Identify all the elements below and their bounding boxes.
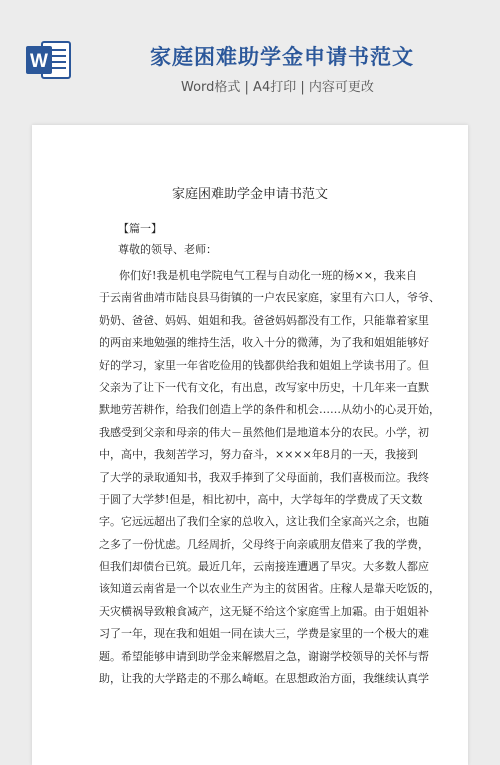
body-line: 中，高中，我刻苦学习，努力奋斗，××××年8月的一天，我接到 — [99, 448, 418, 462]
body-line: 父亲为了让下一代有文化，有出息，改写家中历史，十几年来一直默 — [99, 380, 429, 394]
body-line: 助，让我的大学路走的不那么崎岖。在思想政治方面，我继续认真学 — [99, 672, 429, 686]
body-line: 于云南省曲靖市陆良县马街镇的一户农民家庭，家里有六口人，爷爷、 — [99, 291, 440, 305]
greeting-line: 尊敬的领导、老师： — [118, 243, 217, 256]
body-line: 之多了一份忧虑。几经周折，父母终于向亲戚朋友借来了我的学费， — [99, 537, 429, 551]
body-line: 好的学习，家里一年省吃俭用的钱都供给我和姐姐上学读书用了。但 — [99, 358, 429, 372]
word-icon-letter: W — [30, 51, 48, 72]
body-line: 你们好!我是机电学院电气工程与自动化一班的杨××，我来自 — [119, 269, 417, 282]
body-line: 但我们却债台已筑。最近几年，云南接连遭遇了旱灾。大多数人都应 — [99, 560, 429, 574]
document-title: 家庭困难助学金申请书范文 — [171, 187, 328, 202]
body-line: 题。希望能够申请到助学金来解燃眉之急，谢谢学校领导的关怀与帮 — [99, 649, 429, 663]
body-line: 我感受到父亲和母亲的伟大－虽然他们是地道本分的农民。小学，初 — [99, 425, 429, 439]
header-banner — [0, 0, 500, 112]
section-label: 【篇一】 — [118, 222, 162, 235]
body-line: 的两亩来地勉强的维持生活，收入十分的微薄，为了我和姐姐能够好 — [99, 336, 429, 350]
body-line: 了大学的录取通知书，我双手捧到了父母面前，我们喜极而泣。我终 — [99, 470, 429, 484]
page-title: 家庭困难助学金申请书范文 — [150, 45, 414, 69]
body-line: 默地劳苦耕作，给我们创造上学的条件和机会……从幼小的心灵开始， — [99, 403, 440, 417]
body-line: 习了一年，现在我和姐姐一同在读大三，学费是家里的一个极大的难 — [99, 627, 429, 641]
word-icon — [24, 38, 72, 82]
body-line: 该知道云南省是一个以农业生产为主的贫困省。庄稼人是靠天吃饭的， — [99, 582, 440, 596]
body-line: 于圆了大学梦!但是，相比初中，高中，大学每年的学费成了天文数 — [99, 492, 423, 506]
document-page — [32, 125, 468, 765]
page-subtitle: Word格式 | A4打印 | 内容可更改 — [181, 80, 374, 95]
body-line: 天灾横祸导致粮食减产，这无疑不给这个家庭雪上加霜。由于姐姐补 — [99, 604, 429, 618]
document-body — [99, 265, 440, 690]
body-line: 字。它远远超出了我们全家的总收入，这让我们全家高兴之余，也随 — [99, 515, 429, 529]
body-line: 奶奶、爸爸、妈妈、姐姐和我。爸爸妈妈都没有工作，只能靠着家里 — [99, 313, 429, 327]
